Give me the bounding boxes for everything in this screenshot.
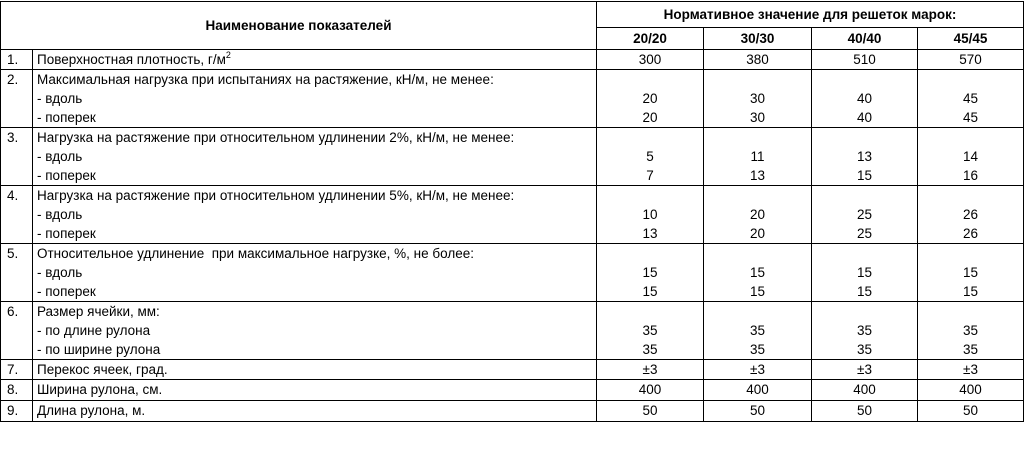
value-cell	[597, 302, 704, 360]
table-row	[1, 244, 1024, 302]
value-cell	[812, 128, 918, 186]
value-across: 15	[962, 284, 979, 299]
value-cell	[704, 70, 812, 128]
value-cell: 510	[812, 50, 918, 70]
value-across: 20	[642, 110, 658, 125]
header-name-column: Наименование показателей	[1, 2, 597, 50]
row-number: 7.	[1, 360, 33, 380]
row-number: 4.	[1, 186, 33, 244]
row-sub-label: - вдоль	[37, 149, 83, 164]
value-across: 25	[856, 226, 873, 241]
value-along: 10	[642, 207, 658, 222]
table-row	[1, 50, 1024, 70]
value-across: 35	[962, 342, 979, 357]
value-cell: 380	[704, 50, 812, 70]
value-along: 35	[642, 323, 658, 338]
table-row	[1, 70, 1024, 128]
value-cell	[597, 186, 704, 244]
row-number: 9.	[1, 401, 33, 422]
value-across: 7	[646, 168, 654, 183]
table-row	[1, 401, 1024, 422]
row-sub-label: - поперек	[37, 168, 96, 183]
row-title	[33, 70, 597, 128]
value-across: 30	[749, 110, 766, 125]
row-number: 1.	[1, 50, 33, 70]
value-across: 20	[749, 226, 766, 241]
value-cell: 50	[812, 401, 918, 422]
value-along: 5	[646, 149, 654, 164]
value-along: 45	[962, 91, 979, 106]
row-title-text: Нагрузка на растяжение при относительном удлинении 5%, кН/м, не менее:	[37, 188, 515, 203]
value-cell	[812, 70, 918, 128]
value-cell	[704, 244, 812, 302]
value-along: 26	[962, 207, 979, 222]
row-sub-label: - вдоль	[37, 265, 83, 280]
row-title-text: Максимальная нагрузка при испытаниях на растяжение, кН/м, не менее:	[37, 72, 494, 87]
value-along: 30	[749, 91, 766, 106]
value-cell	[597, 244, 704, 302]
value-cell: ±3	[597, 360, 704, 380]
row-title	[33, 302, 597, 360]
value-along: 20	[642, 91, 658, 106]
value-along: 13	[856, 149, 873, 164]
header-grade: 45/45	[918, 28, 1024, 50]
value-cell: ±3	[918, 360, 1024, 380]
value-cell	[812, 186, 918, 244]
value-across: 45	[962, 110, 979, 125]
row-sub-label: - по длине рулона	[37, 323, 151, 338]
row-title-superscript: 2	[225, 50, 231, 60]
value-along: 15	[962, 265, 979, 280]
value-across: 15	[749, 284, 766, 299]
row-sub-label: - по ширине рулона	[37, 342, 161, 357]
table-row	[1, 186, 1024, 244]
value-across: 16	[962, 168, 979, 183]
row-title	[33, 128, 597, 186]
row-title-text: Поверхностная плотность, г/м	[37, 52, 226, 67]
header-grade: 20/20	[597, 28, 704, 50]
value-cell	[597, 70, 704, 128]
value-cell	[812, 302, 918, 360]
row-title-text: Относительное удлинение при максимальное нагрузке, %, не более:	[37, 246, 474, 261]
value-across: 26	[962, 226, 979, 241]
value-cell	[918, 244, 1024, 302]
value-across: 15	[856, 284, 873, 299]
value-across: 35	[856, 342, 873, 357]
value-cell: 400	[812, 380, 918, 401]
row-title-text: Нагрузка на растяжение при относительном удлинении 2%, кН/м, не менее:	[37, 130, 515, 145]
value-across: 35	[749, 342, 766, 357]
row-title	[33, 50, 597, 70]
row-sub-label: - поперек	[37, 284, 96, 299]
header-grade: 40/40	[812, 28, 918, 50]
row-sub-label: - вдоль	[37, 91, 83, 106]
value-cell	[812, 244, 918, 302]
value-cell: ±3	[812, 360, 918, 380]
table-row	[1, 128, 1024, 186]
value-cell	[918, 70, 1024, 128]
row-title	[33, 244, 597, 302]
value-cell: 570	[918, 50, 1024, 70]
value-cell: 50	[704, 401, 812, 422]
value-cell	[704, 128, 812, 186]
value-across: 40	[856, 110, 873, 125]
value-along: 11	[750, 149, 765, 164]
row-number: 2.	[1, 70, 33, 128]
value-across: 15	[856, 168, 873, 183]
value-cell: 300	[597, 50, 704, 70]
header-row-1	[1, 2, 1024, 28]
table-row	[1, 302, 1024, 360]
value-along: 15	[642, 265, 658, 280]
value-along: 25	[856, 207, 873, 222]
row-number: 8.	[1, 380, 33, 401]
value-along: 40	[856, 91, 873, 106]
value-across: 13	[642, 226, 658, 241]
row-title: Перекос ячеек, град.	[33, 360, 597, 380]
value-cell: 50	[918, 401, 1024, 422]
value-cell	[918, 128, 1024, 186]
row-title-text: Размер ячейки, мм:	[37, 304, 160, 319]
row-number: 5.	[1, 244, 33, 302]
value-cell	[704, 186, 812, 244]
value-along: 35	[856, 323, 873, 338]
row-title	[33, 186, 597, 244]
header-grade: 30/30	[704, 28, 812, 50]
table-row	[1, 360, 1024, 380]
value-across: 13	[749, 168, 766, 183]
value-cell	[918, 186, 1024, 244]
value-along: 15	[856, 265, 873, 280]
value-along: 35	[962, 323, 979, 338]
table-row	[1, 380, 1024, 401]
specification-table	[0, 1, 1024, 422]
value-across: 15	[642, 284, 658, 299]
value-cell: 50	[597, 401, 704, 422]
value-cell	[918, 302, 1024, 360]
row-sub-label: - поперек	[37, 226, 96, 241]
value-along: 14	[962, 149, 979, 164]
value-along: 15	[749, 265, 766, 280]
row-number: 3.	[1, 128, 33, 186]
row-sub-label: - поперек	[37, 110, 96, 125]
header-norm-group: Нормативное значение для решеток марок:	[597, 2, 1024, 28]
row-number: 6.	[1, 302, 33, 360]
value-cell: 400	[597, 380, 704, 401]
value-cell: 400	[918, 380, 1024, 401]
value-cell: ±3	[704, 360, 812, 380]
value-cell	[704, 302, 812, 360]
value-cell: 400	[704, 380, 812, 401]
row-title: Ширина рулона, см.	[33, 380, 597, 401]
value-along: 35	[749, 323, 766, 338]
value-cell	[597, 128, 704, 186]
row-sub-label: - вдоль	[37, 207, 83, 222]
row-title: Длина рулона, м.	[33, 401, 597, 422]
value-across: 35	[642, 342, 658, 357]
value-along: 20	[749, 207, 766, 222]
